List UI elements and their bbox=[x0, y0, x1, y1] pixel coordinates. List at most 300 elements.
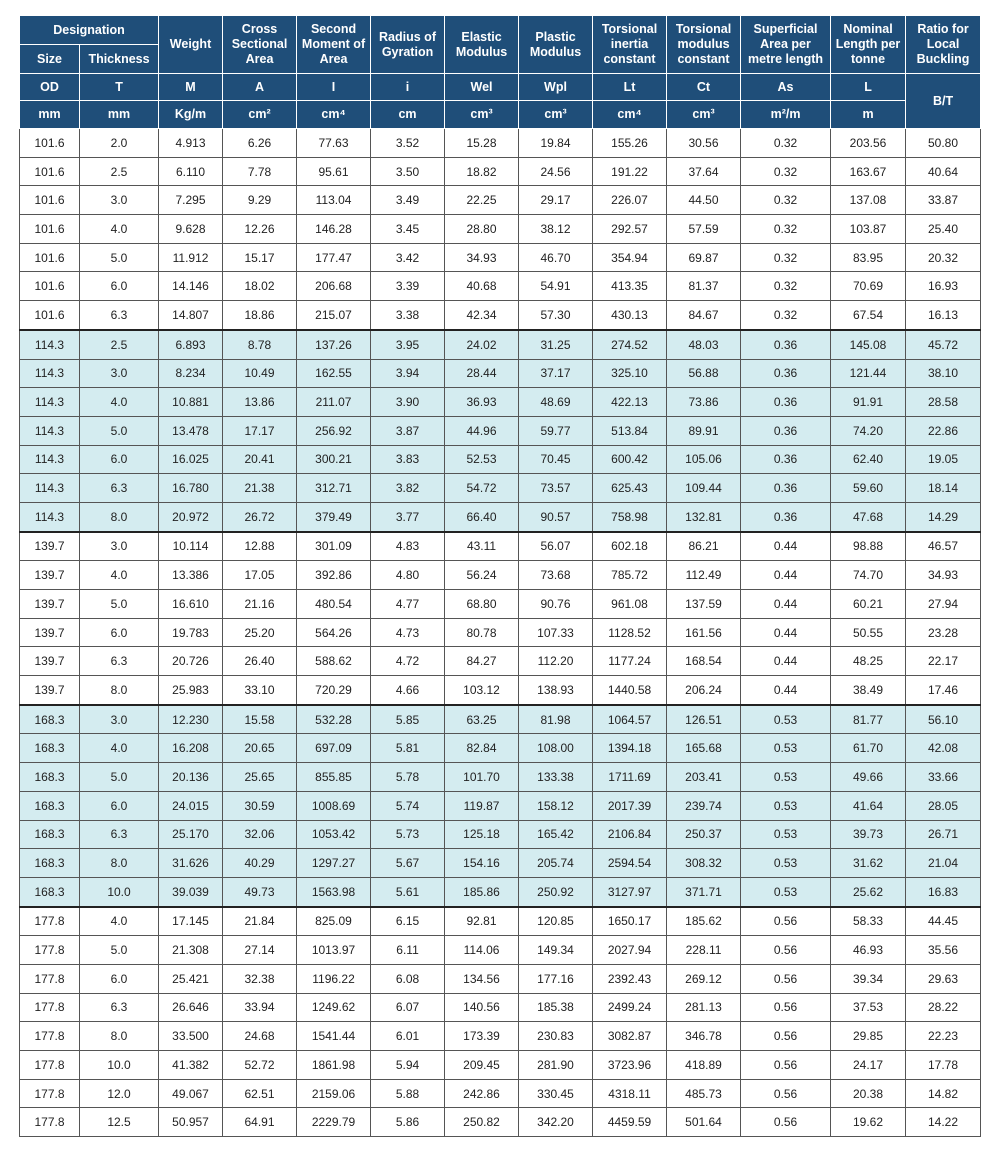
cell-superficial-area: 0.32 bbox=[741, 129, 831, 158]
cell-nominal-length: 74.20 bbox=[831, 416, 906, 445]
cell-plastic-modulus: 38.12 bbox=[519, 215, 593, 244]
cell-ratio-bt: 44.45 bbox=[906, 907, 981, 936]
cell-weight: 10.881 bbox=[159, 388, 223, 417]
cell-nominal-length: 163.67 bbox=[831, 157, 906, 186]
cell-torsional-inertia: 4318.11 bbox=[593, 1079, 667, 1108]
cell-nominal-length: 67.54 bbox=[831, 301, 906, 330]
cell-radius: 6.01 bbox=[371, 1022, 445, 1051]
radius-gyration-header: Radius of Gyration bbox=[371, 16, 445, 74]
cell-od: 177.8 bbox=[20, 907, 80, 936]
cell-plastic-modulus: 112.20 bbox=[519, 647, 593, 676]
cell-area: 21.16 bbox=[223, 590, 297, 619]
cell-area: 26.40 bbox=[223, 647, 297, 676]
symbol-i-moment: I bbox=[297, 74, 371, 101]
cell-superficial-area: 0.36 bbox=[741, 474, 831, 503]
table-row bbox=[20, 734, 981, 763]
cell-radius: 5.85 bbox=[371, 705, 445, 734]
cell-weight: 11.912 bbox=[159, 243, 223, 272]
cell-thickness: 6.3 bbox=[80, 474, 159, 503]
cell-area: 9.29 bbox=[223, 186, 297, 215]
cell-od: 101.6 bbox=[20, 186, 80, 215]
cell-superficial-area: 0.53 bbox=[741, 849, 831, 878]
table-row bbox=[20, 157, 981, 186]
cell-torsional-modulus: 269.12 bbox=[667, 964, 741, 993]
cell-ratio-bt: 27.94 bbox=[906, 590, 981, 619]
cell-area: 49.73 bbox=[223, 877, 297, 906]
cell-superficial-area: 0.32 bbox=[741, 272, 831, 301]
cell-ratio-bt: 42.08 bbox=[906, 734, 981, 763]
table-row bbox=[20, 936, 981, 965]
cell-ratio-bt: 16.13 bbox=[906, 301, 981, 330]
table-row bbox=[20, 474, 981, 503]
cell-area: 33.94 bbox=[223, 993, 297, 1022]
cell-nominal-length: 62.40 bbox=[831, 445, 906, 474]
cell-superficial-area: 0.53 bbox=[741, 705, 831, 734]
cell-torsional-inertia: 2017.39 bbox=[593, 791, 667, 820]
symbol-i-radius: i bbox=[371, 74, 445, 101]
cell-thickness: 5.0 bbox=[80, 590, 159, 619]
cell-thickness: 12.0 bbox=[80, 1079, 159, 1108]
table-row bbox=[20, 416, 981, 445]
cell-torsional-inertia: 758.98 bbox=[593, 502, 667, 531]
unit-as: m²/m bbox=[741, 101, 831, 129]
cell-radius: 3.90 bbox=[371, 388, 445, 417]
cell-torsional-modulus: 89.91 bbox=[667, 416, 741, 445]
cell-radius: 4.66 bbox=[371, 676, 445, 705]
cell-torsional-inertia: 1394.18 bbox=[593, 734, 667, 763]
table-row bbox=[20, 388, 981, 417]
cell-superficial-area: 0.36 bbox=[741, 502, 831, 531]
cell-od: 168.3 bbox=[20, 820, 80, 849]
header-row-symbols bbox=[20, 74, 981, 101]
cell-ratio-bt: 26.71 bbox=[906, 820, 981, 849]
cell-torsional-modulus: 185.62 bbox=[667, 907, 741, 936]
unit-i-moment: cm⁴ bbox=[297, 101, 371, 129]
cell-plastic-modulus: 158.12 bbox=[519, 791, 593, 820]
cell-weight: 16.025 bbox=[159, 445, 223, 474]
cell-area: 20.65 bbox=[223, 734, 297, 763]
cell-second-moment: 1297.27 bbox=[297, 849, 371, 878]
cell-superficial-area: 0.56 bbox=[741, 1022, 831, 1051]
cell-od: 177.8 bbox=[20, 1051, 80, 1080]
cell-ratio-bt: 14.82 bbox=[906, 1079, 981, 1108]
cell-ratio-bt: 25.40 bbox=[906, 215, 981, 244]
cell-elastic-modulus: 154.16 bbox=[445, 849, 519, 878]
table-row bbox=[20, 129, 981, 158]
cell-od: 177.8 bbox=[20, 993, 80, 1022]
cell-radius: 3.77 bbox=[371, 502, 445, 531]
cell-superficial-area: 0.56 bbox=[741, 964, 831, 993]
cell-elastic-modulus: 24.02 bbox=[445, 330, 519, 359]
cell-second-moment: 2229.79 bbox=[297, 1108, 371, 1137]
cell-second-moment: 77.63 bbox=[297, 129, 371, 158]
cell-second-moment: 720.29 bbox=[297, 676, 371, 705]
cell-torsional-inertia: 155.26 bbox=[593, 129, 667, 158]
cell-od: 114.3 bbox=[20, 388, 80, 417]
cell-superficial-area: 0.44 bbox=[741, 590, 831, 619]
cell-second-moment: 301.09 bbox=[297, 532, 371, 561]
cell-weight: 49.067 bbox=[159, 1079, 223, 1108]
cell-thickness: 6.0 bbox=[80, 272, 159, 301]
cell-thickness: 10.0 bbox=[80, 877, 159, 906]
cell-torsional-modulus: 126.51 bbox=[667, 705, 741, 734]
cell-weight: 33.500 bbox=[159, 1022, 223, 1051]
cell-ratio-bt: 20.32 bbox=[906, 243, 981, 272]
cell-area: 13.86 bbox=[223, 388, 297, 417]
cell-radius: 5.73 bbox=[371, 820, 445, 849]
symbol-t: T bbox=[80, 74, 159, 101]
cell-thickness: 10.0 bbox=[80, 1051, 159, 1080]
cell-weight: 25.983 bbox=[159, 676, 223, 705]
cell-od: 139.7 bbox=[20, 561, 80, 590]
table-row bbox=[20, 907, 981, 936]
cell-second-moment: 825.09 bbox=[297, 907, 371, 936]
cell-ratio-bt: 19.05 bbox=[906, 445, 981, 474]
cell-torsional-modulus: 485.73 bbox=[667, 1079, 741, 1108]
cell-od: 101.6 bbox=[20, 129, 80, 158]
cell-radius: 5.61 bbox=[371, 877, 445, 906]
cell-od: 168.3 bbox=[20, 877, 80, 906]
cell-torsional-modulus: 501.64 bbox=[667, 1108, 741, 1137]
cell-ratio-bt: 17.46 bbox=[906, 676, 981, 705]
cell-ratio-bt: 22.23 bbox=[906, 1022, 981, 1051]
torsional-modulus-header: Torsional modulus constant bbox=[667, 16, 741, 74]
cell-thickness: 8.0 bbox=[80, 676, 159, 705]
symbol-a: A bbox=[223, 74, 297, 101]
cell-thickness: 5.0 bbox=[80, 763, 159, 792]
table-row bbox=[20, 1051, 981, 1080]
cell-elastic-modulus: 15.28 bbox=[445, 129, 519, 158]
cell-elastic-modulus: 242.86 bbox=[445, 1079, 519, 1108]
cell-radius: 3.50 bbox=[371, 157, 445, 186]
cell-thickness: 2.0 bbox=[80, 129, 159, 158]
cell-ratio-bt: 21.04 bbox=[906, 849, 981, 878]
cell-torsional-inertia: 1711.69 bbox=[593, 763, 667, 792]
cell-torsional-inertia: 422.13 bbox=[593, 388, 667, 417]
cell-weight: 21.308 bbox=[159, 936, 223, 965]
cell-superficial-area: 0.32 bbox=[741, 186, 831, 215]
cell-nominal-length: 39.34 bbox=[831, 964, 906, 993]
cell-weight: 19.783 bbox=[159, 618, 223, 647]
unit-ct: cm³ bbox=[667, 101, 741, 129]
cell-torsional-inertia: 274.52 bbox=[593, 330, 667, 359]
cell-radius: 3.82 bbox=[371, 474, 445, 503]
unit-m: Kg/m bbox=[159, 101, 223, 129]
cell-elastic-modulus: 173.39 bbox=[445, 1022, 519, 1051]
cell-elastic-modulus: 28.44 bbox=[445, 359, 519, 388]
cell-torsional-inertia: 1440.58 bbox=[593, 676, 667, 705]
cell-od: 168.3 bbox=[20, 763, 80, 792]
symbol-wel: Wel bbox=[445, 74, 519, 101]
cell-second-moment: 256.92 bbox=[297, 416, 371, 445]
table-row bbox=[20, 676, 981, 705]
cell-torsional-modulus: 109.44 bbox=[667, 474, 741, 503]
cell-plastic-modulus: 185.38 bbox=[519, 993, 593, 1022]
cell-plastic-modulus: 177.16 bbox=[519, 964, 593, 993]
cell-ratio-bt: 16.93 bbox=[906, 272, 981, 301]
cell-od: 114.3 bbox=[20, 330, 80, 359]
symbol-l: L bbox=[831, 74, 906, 101]
cell-radius: 3.94 bbox=[371, 359, 445, 388]
cell-weight: 20.972 bbox=[159, 502, 223, 531]
cell-nominal-length: 70.69 bbox=[831, 272, 906, 301]
cell-elastic-modulus: 119.87 bbox=[445, 791, 519, 820]
cell-weight: 25.170 bbox=[159, 820, 223, 849]
cell-area: 32.38 bbox=[223, 964, 297, 993]
cell-area: 62.51 bbox=[223, 1079, 297, 1108]
cell-weight: 31.626 bbox=[159, 849, 223, 878]
cell-ratio-bt: 40.64 bbox=[906, 157, 981, 186]
elastic-modulus-header: Elastic Modulus bbox=[445, 16, 519, 74]
cell-nominal-length: 25.62 bbox=[831, 877, 906, 906]
table-row bbox=[20, 1108, 981, 1137]
cell-torsional-inertia: 2106.84 bbox=[593, 820, 667, 849]
cell-elastic-modulus: 84.27 bbox=[445, 647, 519, 676]
cell-radius: 4.77 bbox=[371, 590, 445, 619]
cell-nominal-length: 31.62 bbox=[831, 849, 906, 878]
table-row bbox=[20, 877, 981, 906]
cell-weight: 16.610 bbox=[159, 590, 223, 619]
cell-od: 139.7 bbox=[20, 532, 80, 561]
table-row bbox=[20, 502, 981, 531]
cell-second-moment: 1541.44 bbox=[297, 1022, 371, 1051]
header-row-units bbox=[20, 101, 981, 129]
cell-weight: 39.039 bbox=[159, 877, 223, 906]
cell-plastic-modulus: 138.93 bbox=[519, 676, 593, 705]
cell-ratio-bt: 14.22 bbox=[906, 1108, 981, 1137]
cell-ratio-bt: 38.10 bbox=[906, 359, 981, 388]
cell-weight: 25.421 bbox=[159, 964, 223, 993]
cell-thickness: 3.0 bbox=[80, 532, 159, 561]
cell-plastic-modulus: 107.33 bbox=[519, 618, 593, 647]
cell-superficial-area: 0.53 bbox=[741, 763, 831, 792]
cell-weight: 16.780 bbox=[159, 474, 223, 503]
cell-superficial-area: 0.53 bbox=[741, 791, 831, 820]
cell-torsional-inertia: 2392.43 bbox=[593, 964, 667, 993]
table-row bbox=[20, 561, 981, 590]
cell-torsional-inertia: 3127.97 bbox=[593, 877, 667, 906]
table-row bbox=[20, 763, 981, 792]
cell-torsional-modulus: 132.81 bbox=[667, 502, 741, 531]
cell-torsional-modulus: 69.87 bbox=[667, 243, 741, 272]
cell-nominal-length: 48.25 bbox=[831, 647, 906, 676]
cell-elastic-modulus: 103.12 bbox=[445, 676, 519, 705]
cell-torsional-modulus: 57.59 bbox=[667, 215, 741, 244]
cell-superficial-area: 0.56 bbox=[741, 936, 831, 965]
cell-od: 114.3 bbox=[20, 502, 80, 531]
cell-elastic-modulus: 82.84 bbox=[445, 734, 519, 763]
cell-superficial-area: 0.36 bbox=[741, 416, 831, 445]
cell-area: 8.78 bbox=[223, 330, 297, 359]
cell-radius: 6.08 bbox=[371, 964, 445, 993]
cell-elastic-modulus: 34.93 bbox=[445, 243, 519, 272]
cell-weight: 20.136 bbox=[159, 763, 223, 792]
cell-area: 18.86 bbox=[223, 301, 297, 330]
cell-plastic-modulus: 81.98 bbox=[519, 705, 593, 734]
cell-superficial-area: 0.36 bbox=[741, 388, 831, 417]
cell-torsional-inertia: 3082.87 bbox=[593, 1022, 667, 1051]
cell-nominal-length: 19.62 bbox=[831, 1108, 906, 1137]
cell-torsional-modulus: 308.32 bbox=[667, 849, 741, 878]
cell-torsional-modulus: 56.88 bbox=[667, 359, 741, 388]
cell-plastic-modulus: 73.68 bbox=[519, 561, 593, 590]
table-row bbox=[20, 590, 981, 619]
cell-radius: 5.67 bbox=[371, 849, 445, 878]
cell-od: 139.7 bbox=[20, 618, 80, 647]
cell-torsional-modulus: 418.89 bbox=[667, 1051, 741, 1080]
cell-ratio-bt: 29.63 bbox=[906, 964, 981, 993]
cell-second-moment: 113.04 bbox=[297, 186, 371, 215]
cell-second-moment: 162.55 bbox=[297, 359, 371, 388]
cell-superficial-area: 0.36 bbox=[741, 445, 831, 474]
ratio-buckling-header: Ratio for Local Buckling bbox=[906, 16, 981, 74]
cell-elastic-modulus: 42.34 bbox=[445, 301, 519, 330]
cell-plastic-modulus: 108.00 bbox=[519, 734, 593, 763]
cell-weight: 4.913 bbox=[159, 129, 223, 158]
cell-thickness: 2.5 bbox=[80, 157, 159, 186]
cell-area: 6.26 bbox=[223, 129, 297, 158]
cell-torsional-modulus: 239.74 bbox=[667, 791, 741, 820]
cell-thickness: 6.3 bbox=[80, 820, 159, 849]
cell-superficial-area: 0.32 bbox=[741, 157, 831, 186]
cell-torsional-inertia: 1650.17 bbox=[593, 907, 667, 936]
cell-plastic-modulus: 90.57 bbox=[519, 502, 593, 531]
cell-superficial-area: 0.44 bbox=[741, 532, 831, 561]
cell-elastic-modulus: 185.86 bbox=[445, 877, 519, 906]
designation-header: Designation bbox=[20, 16, 159, 45]
cell-torsional-inertia: 961.08 bbox=[593, 590, 667, 619]
cell-torsional-modulus: 112.49 bbox=[667, 561, 741, 590]
cell-superficial-area: 0.56 bbox=[741, 907, 831, 936]
cell-area: 32.06 bbox=[223, 820, 297, 849]
cell-second-moment: 300.21 bbox=[297, 445, 371, 474]
cell-plastic-modulus: 120.85 bbox=[519, 907, 593, 936]
cell-torsional-modulus: 137.59 bbox=[667, 590, 741, 619]
cell-second-moment: 215.07 bbox=[297, 301, 371, 330]
cell-area: 10.49 bbox=[223, 359, 297, 388]
cell-plastic-modulus: 281.90 bbox=[519, 1051, 593, 1080]
cell-torsional-inertia: 191.22 bbox=[593, 157, 667, 186]
table-row bbox=[20, 243, 981, 272]
cell-od: 101.6 bbox=[20, 215, 80, 244]
cell-torsional-inertia: 430.13 bbox=[593, 301, 667, 330]
section-properties-table-wrapper bbox=[19, 15, 980, 1137]
cell-torsional-modulus: 44.50 bbox=[667, 186, 741, 215]
symbol-od: OD bbox=[20, 74, 80, 101]
cell-ratio-bt: 35.56 bbox=[906, 936, 981, 965]
cell-torsional-inertia: 2594.54 bbox=[593, 849, 667, 878]
cell-second-moment: 1196.22 bbox=[297, 964, 371, 993]
cell-ratio-bt: 22.86 bbox=[906, 416, 981, 445]
table-row bbox=[20, 964, 981, 993]
cell-od: 139.7 bbox=[20, 590, 80, 619]
cell-superficial-area: 0.32 bbox=[741, 215, 831, 244]
cell-nominal-length: 121.44 bbox=[831, 359, 906, 388]
cell-nominal-length: 38.49 bbox=[831, 676, 906, 705]
cell-area: 7.78 bbox=[223, 157, 297, 186]
cell-weight: 20.726 bbox=[159, 647, 223, 676]
cell-radius: 3.52 bbox=[371, 129, 445, 158]
cell-second-moment: 564.26 bbox=[297, 618, 371, 647]
cell-thickness: 6.0 bbox=[80, 445, 159, 474]
cell-radius: 4.83 bbox=[371, 532, 445, 561]
cell-elastic-modulus: 80.78 bbox=[445, 618, 519, 647]
nominal-length-header: Nominal Length per tonne bbox=[831, 16, 906, 74]
cell-ratio-bt: 33.87 bbox=[906, 186, 981, 215]
symbol-lt: Lt bbox=[593, 74, 667, 101]
cell-thickness: 12.5 bbox=[80, 1108, 159, 1137]
cell-torsional-modulus: 228.11 bbox=[667, 936, 741, 965]
cell-elastic-modulus: 56.24 bbox=[445, 561, 519, 590]
table-row bbox=[20, 1079, 981, 1108]
cell-weight: 16.208 bbox=[159, 734, 223, 763]
cell-torsional-modulus: 346.78 bbox=[667, 1022, 741, 1051]
cell-plastic-modulus: 31.25 bbox=[519, 330, 593, 359]
cell-nominal-length: 203.56 bbox=[831, 129, 906, 158]
unit-od: mm bbox=[20, 101, 80, 129]
cell-ratio-bt: 28.58 bbox=[906, 388, 981, 417]
cell-weight: 14.146 bbox=[159, 272, 223, 301]
cell-elastic-modulus: 36.93 bbox=[445, 388, 519, 417]
cell-area: 64.91 bbox=[223, 1108, 297, 1137]
cell-elastic-modulus: 22.25 bbox=[445, 186, 519, 215]
cell-elastic-modulus: 66.40 bbox=[445, 502, 519, 531]
cell-nominal-length: 137.08 bbox=[831, 186, 906, 215]
cell-torsional-inertia: 226.07 bbox=[593, 186, 667, 215]
cell-elastic-modulus: 114.06 bbox=[445, 936, 519, 965]
table-row bbox=[20, 186, 981, 215]
cell-radius: 3.38 bbox=[371, 301, 445, 330]
cell-superficial-area: 0.56 bbox=[741, 1108, 831, 1137]
table-row bbox=[20, 359, 981, 388]
cell-area: 21.84 bbox=[223, 907, 297, 936]
cell-od: 101.6 bbox=[20, 301, 80, 330]
symbol-wpl: Wpl bbox=[519, 74, 593, 101]
cell-thickness: 4.0 bbox=[80, 907, 159, 936]
cell-area: 15.17 bbox=[223, 243, 297, 272]
symbol-ct: Ct bbox=[667, 74, 741, 101]
cell-superficial-area: 0.53 bbox=[741, 820, 831, 849]
cell-nominal-length: 98.88 bbox=[831, 532, 906, 561]
cell-area: 33.10 bbox=[223, 676, 297, 705]
unit-wpl: cm³ bbox=[519, 101, 593, 129]
cell-thickness: 6.3 bbox=[80, 993, 159, 1022]
cell-radius: 3.95 bbox=[371, 330, 445, 359]
cell-plastic-modulus: 19.84 bbox=[519, 129, 593, 158]
cell-area: 17.17 bbox=[223, 416, 297, 445]
unit-lt: cm⁴ bbox=[593, 101, 667, 129]
cell-od: 114.3 bbox=[20, 359, 80, 388]
unit-i-radius: cm bbox=[371, 101, 445, 129]
table-row bbox=[20, 1022, 981, 1051]
cell-second-moment: 146.28 bbox=[297, 215, 371, 244]
cell-superficial-area: 0.44 bbox=[741, 618, 831, 647]
cell-nominal-length: 103.87 bbox=[831, 215, 906, 244]
cell-superficial-area: 0.56 bbox=[741, 1051, 831, 1080]
cell-thickness: 2.5 bbox=[80, 330, 159, 359]
cell-superficial-area: 0.44 bbox=[741, 647, 831, 676]
cell-radius: 6.11 bbox=[371, 936, 445, 965]
cell-weight: 6.893 bbox=[159, 330, 223, 359]
cell-radius: 3.49 bbox=[371, 186, 445, 215]
cell-elastic-modulus: 68.80 bbox=[445, 590, 519, 619]
table-header bbox=[20, 16, 981, 129]
superficial-area-header: Superficial Area per metre length bbox=[741, 16, 831, 74]
table-row bbox=[20, 618, 981, 647]
cell-torsional-inertia: 325.10 bbox=[593, 359, 667, 388]
cell-second-moment: 95.61 bbox=[297, 157, 371, 186]
cell-weight: 13.478 bbox=[159, 416, 223, 445]
